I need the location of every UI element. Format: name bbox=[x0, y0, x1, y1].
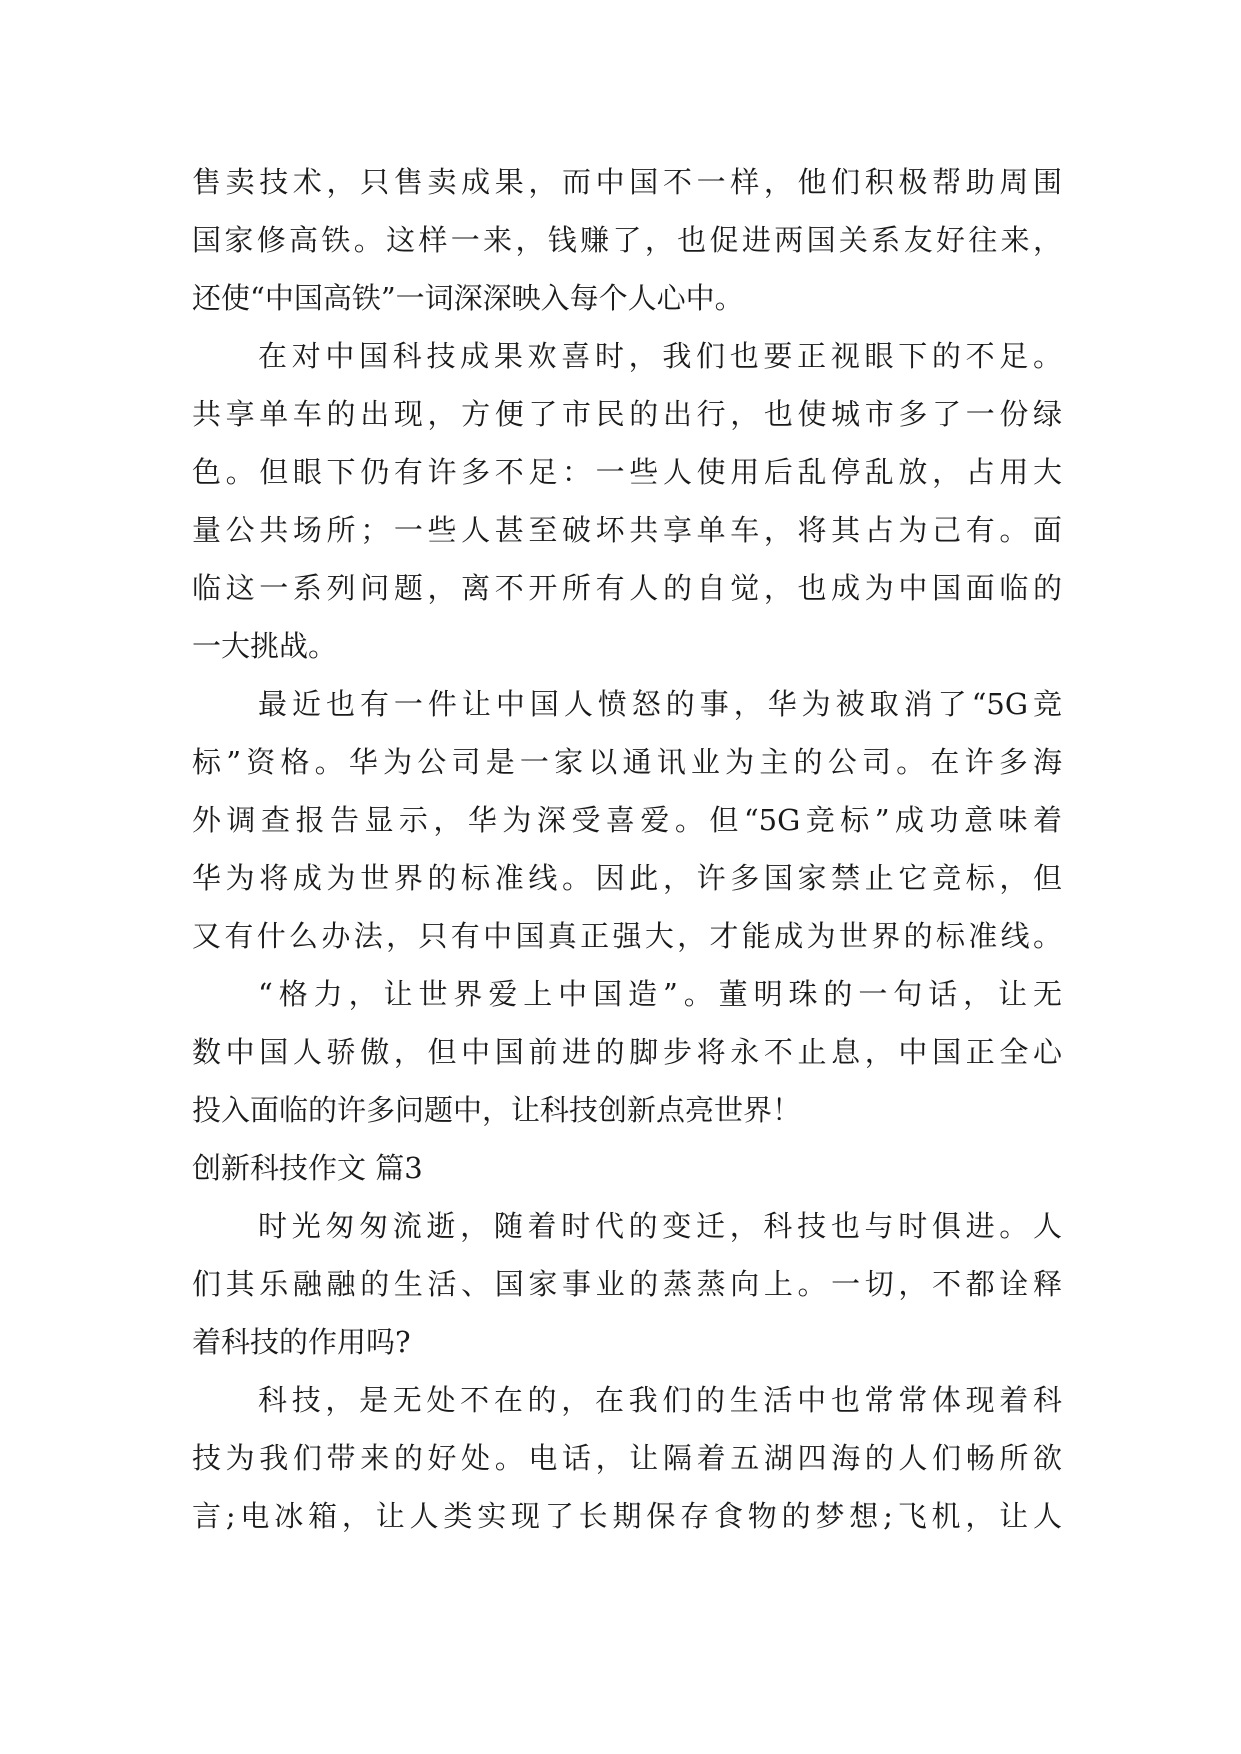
paragraph-first-line: “格力，让世界爱上中国造”。董明珠的一句话，让无 bbox=[258, 977, 1062, 1011]
text-line: 们其乐融融的生活、国家事业的蒸蒸向上。一切，不都诠释 bbox=[192, 1267, 1062, 1301]
paragraph-first-line: 在对中国科技成果欢喜时，我们也要正视眼下的不足。 bbox=[258, 339, 1062, 373]
text-line: 售卖技术，只售卖成果，而中国不一样，他们积极帮助周围 bbox=[192, 165, 1062, 199]
text-line: 量公共场所；一些人甚至破坏共享单车，将其占为己有。面 bbox=[192, 513, 1062, 547]
text-line: 数中国人骄傲，但中国前进的脚步将永不止息，中国正全心 bbox=[192, 1035, 1062, 1069]
text-line: 言;电冰箱，让人类实现了长期保存食物的梦想;飞机，让人 bbox=[192, 1499, 1062, 1533]
text-line: 还使“中国高铁”一词深深映入每个人心中。 bbox=[192, 281, 744, 315]
text-line: 又有什么办法，只有中国真正强大，才能成为世界的标准线。 bbox=[192, 919, 1062, 953]
text-line: 华为将成为世界的标准线。因此，许多国家禁止它竞标，但 bbox=[192, 861, 1062, 895]
paragraph-first-line: 时光匆匆流逝，随着时代的变迁，科技也与时俱进。人 bbox=[258, 1209, 1062, 1243]
text-line: 技为我们带来的好处。电话，让隔着五湖四海的人们畅所欲 bbox=[192, 1441, 1062, 1475]
section-heading: 创新科技作文 篇3 bbox=[192, 1151, 423, 1185]
text-line: 一大挑战。 bbox=[192, 629, 338, 663]
text-line: 外调查报告显示，华为深受喜爱。但“5G竞标”成功意味着 bbox=[192, 803, 1062, 837]
text-line: 着科技的作用吗? bbox=[192, 1325, 411, 1359]
text-line: 共享单车的出现，方便了市民的出行，也使城市多了一份绿 bbox=[192, 397, 1062, 431]
text-line: 色。但眼下仍有许多不足：一些人使用后乱停乱放，占用大 bbox=[192, 455, 1062, 489]
text-line: 临这一系列问题，离不开所有人的自觉，也成为中国面临的 bbox=[192, 571, 1062, 605]
text-line: 标”资格。华为公司是一家以通讯业为主的公司。在许多海 bbox=[192, 745, 1062, 779]
paragraph-first-line: 科技，是无处不在的，在我们的生活中也常常体现着科 bbox=[258, 1383, 1062, 1417]
text-line: 国家修高铁。这样一来，钱赚了，也促进两国关系友好往来， bbox=[192, 223, 1062, 257]
text-line: 投入面临的许多问题中，让科技创新点亮世界！ bbox=[192, 1093, 802, 1127]
paragraph-first-line: 最近也有一件让中国人愤怒的事，华为被取消了“5G竞 bbox=[258, 687, 1062, 721]
